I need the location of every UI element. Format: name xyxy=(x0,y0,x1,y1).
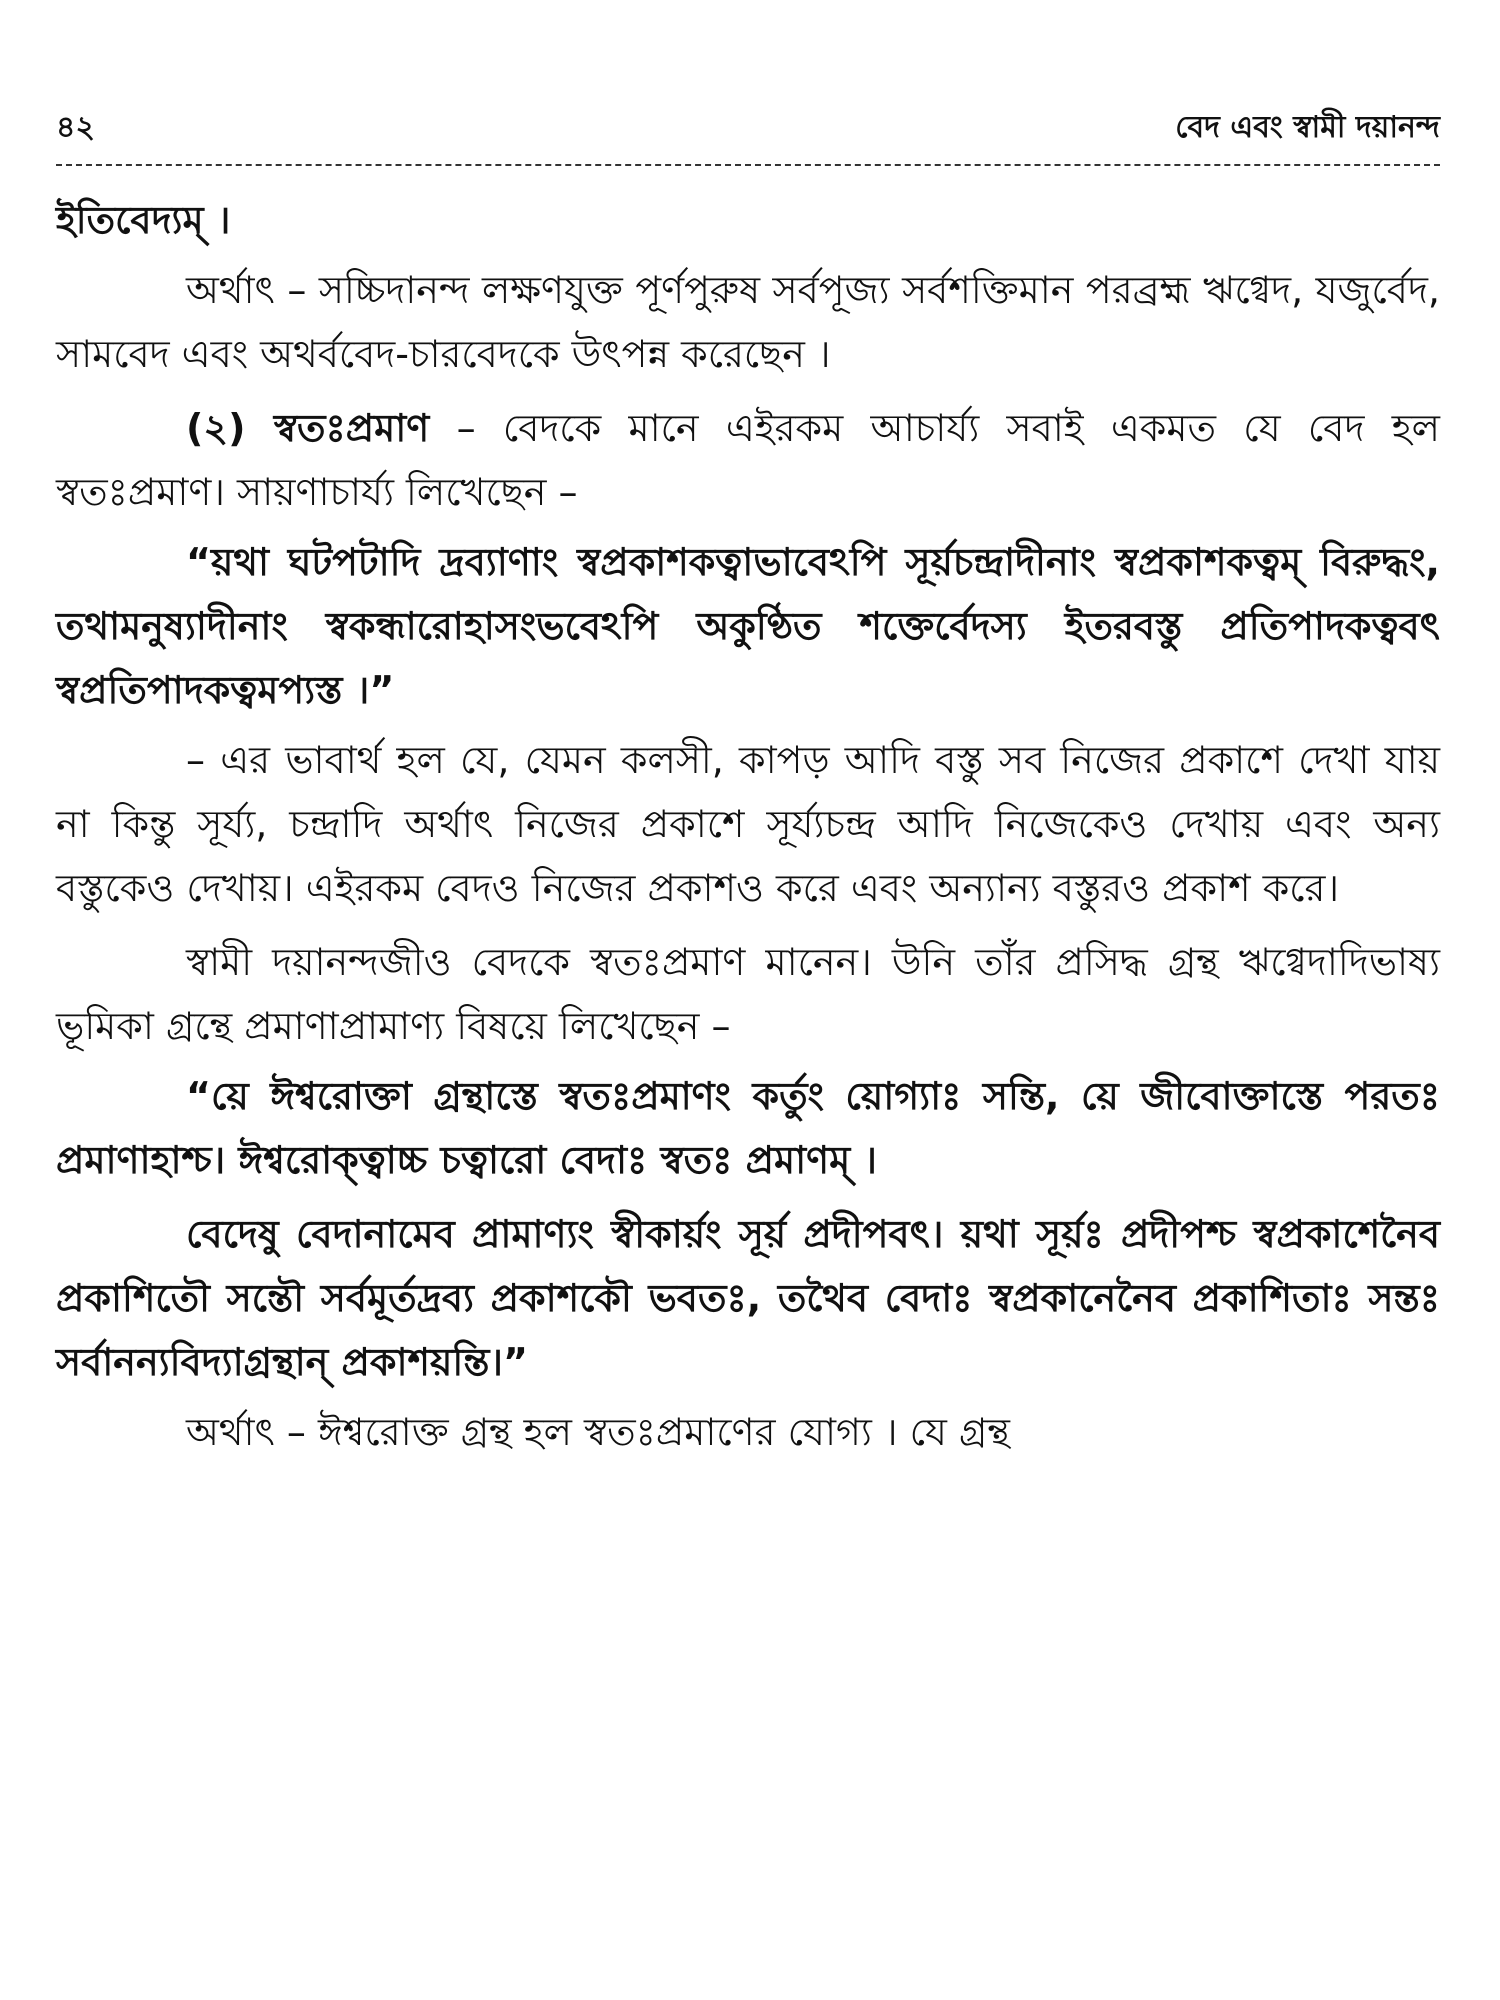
header-divider xyxy=(56,164,1440,166)
page-header xyxy=(56,110,1440,154)
page-number: ৪২ xyxy=(56,110,95,145)
quote-dayananda-2: বেদেষু বেদানামেব প্রামাণ্যং স্বীকার্য়ং সূর্য় প্রদীপবৎ। য়থা সূর্য়ঃ প্রদীপশ্চ স্বপ্রকাশেনৈব প্রকাশিতৌ সন্তৌ সর্বমূর্তদ্রব্য প্রকাশকৌ ভবতঃ, তথৈব বেদাঃ স্বপ্রকানেনৈব প্রকাশিতাঃ সন্তঃ সর্বানন্যবিদ্যাগ্রন্থান্ প্রকাশয়ন্তি।” xyxy=(56,1212,1440,1384)
paragraph-6: স্বামী দয়ানন্দজীও বেদকে স্বতঃপ্রমাণ মানেন। উনি তাঁর প্রসিদ্ধ গ্রন্থ ঋগ্বেদাদিভাষ্য ভূমিকা গ্রন্থে প্রমাণাপ্রামাণ্য বিষয়ে লিখেছেন – xyxy=(56,940,1440,1048)
paragraph-5: – এর ভাবার্থ হল যে, যেমন কলসী, কাপড় আদি বস্তু সব নিজের প্রকাশে দেখা যায় না কিন্তু সূর্য্য, চন্দ্রাদি অর্থাৎ নিজের প্রকাশে সূর্য্যচন্দ্র আদি নিজেকেও দেখায় এবং অন্য বস্তুকেও দেখায়। এইরকম বেদও নিজের প্রকাশও করে এবং অন্যান্য বস্তুরও প্রকাশ করে। xyxy=(56,738,1440,910)
section-label: (২) স্বতঃপ্রমাণ xyxy=(186,406,430,450)
section-text: – বেদকে মানে এইরকম আচার্য্য সবাই একমত যে বেদ হল স্বতঃপ্রমাণ। সায়ণাচার্য্য লিখেছেন – xyxy=(56,406,1440,514)
quote-dayananda-1: “য়ে ঈশ্বরোক্তা গ্রন্থাস্তে স্বতঃপ্রমাণং কর্তুং য়োগ্যাঃ সন্তি, য়ে জীবোক্তাস্তে পরতঃ প্রমাণাহাশ্চ। ঈশ্বরোক্ত্বাচ্চ চত্বারো বেদাঃ স্বতঃ প্রমাণম্ । xyxy=(56,1074,1440,1182)
paragraph-2: অর্থাৎ – সচ্চিদানন্দ লক্ষণযুক্ত পূর্ণপুরুষ সর্বপূজ্য সর্বশক্তিমান পরব্রহ্ম ঋগ্বেদ, যজুর্বেদ, সামবেদ এবং অথর্ববেদ-চারবেদকে উৎপন্ন করেছেন । xyxy=(56,268,1440,376)
quote-sayana: “য়থা ঘটপটাদি দ্রব্যাণাং স্বপ্রকাশকত্বাভাবেঽপি সূর্য়চন্দ্রাদীনাং স্বপ্রকাশকত্বম্ বিরুদ্ধং, তথামনুষ্যাদীনাং স্বকন্ধারোহাসংভবেঽপি অকুণ্ঠিত শক্তের্বেদস্য ইতরবস্তু প্রতিপাদকত্ববৎ স্বপ্রতিপাদকত্বমপ্যস্ত ।” xyxy=(56,540,1440,712)
paragraph-1: ইতিবেদ্যম্ । xyxy=(56,198,231,242)
paragraph-3 xyxy=(56,396,1440,524)
running-title: বেদ এবং স্বামী দয়ানন্দ xyxy=(1175,110,1440,145)
paragraph-9: অর্থাৎ – ঈশ্বরোক্ত গ্রন্থ হল স্বতঃপ্রমাণের যোগ্য । যে গ্রন্থ xyxy=(186,1410,1010,1454)
page-body xyxy=(56,188,1440,1464)
